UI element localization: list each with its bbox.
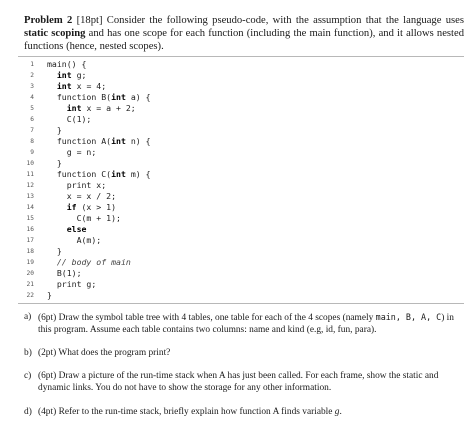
line-number: 12 [26,182,34,189]
code-text [47,202,116,213]
code-token: C(1); [66,114,92,124]
code-line [18,268,464,279]
code-line [18,180,464,191]
code-text [47,158,62,169]
code-text [47,290,52,301]
code-line [18,235,464,246]
code-text [47,246,62,257]
code-keyword: int [111,92,126,102]
code-token: } [56,125,62,135]
code-token: C(m + 1); [76,213,121,223]
code-text [47,125,62,136]
code-token: A(m); [76,235,102,245]
line-number: 1 [30,61,34,68]
code-text [47,147,96,158]
question-d-text [38,407,464,419]
problem-heading: Problem 2 [24,15,73,26]
code-token: } [56,158,62,168]
code-line [18,279,464,290]
code-keyword: int [111,136,126,146]
code-line [18,246,464,257]
code-token: print x; [66,180,107,190]
line-number: 8 [30,138,34,145]
line-number: 9 [30,149,34,156]
code-line [18,191,464,202]
code-line [18,92,464,103]
line-number: 14 [26,204,34,211]
code-comment: // body of main [56,257,131,267]
code-token: } [56,246,62,256]
code-token: function B( [56,92,112,102]
question-b-label: b) [24,348,32,358]
line-number: 6 [30,116,34,123]
code-line [18,136,464,147]
line-number: 10 [26,160,34,167]
code-text [47,213,121,224]
code-text [47,180,106,191]
line-number: 15 [26,215,34,222]
problem-text-1: Consider the following pseudo-code, with the assumption that the language uses [102,15,464,26]
code-keyword: else [66,224,87,234]
code-token: g; [71,70,87,80]
code-token: (x > 1) [76,202,117,212]
code-line [18,224,464,235]
code-keyword: int [56,81,72,91]
code-keyword: int [111,169,126,179]
code-token: m) { [125,169,151,179]
line-number: 5 [30,105,34,112]
code-token: n) { [125,136,151,146]
question-d-text-1: (4pt) Refer to the run-time stack, briefly explain how function A finds variable [38,407,335,417]
question-a-label: a) [24,312,32,322]
problem-statement [24,14,464,53]
code-line [18,59,464,70]
code-text [47,114,91,125]
line-number: 13 [26,193,34,200]
code-text [47,92,151,103]
question-d-text-2: . [339,407,342,417]
static-scoping-term: static scoping [24,28,86,39]
code-token: function A( [56,136,112,146]
problem-text-2: and has one scope for each function (including the main function), and it allows nested functions (hence, nested scopes). [24,28,464,52]
code-text [47,191,116,202]
code-token: } [47,290,52,300]
problem-points: [18pt] [76,15,103,26]
question-a-scopes: main, B, A, C [375,312,442,322]
code-text [47,81,106,92]
code-line [18,103,464,114]
line-number: 16 [26,226,34,233]
line-number: 4 [30,94,34,101]
code-line [18,147,464,158]
question-d-label: d) [24,407,32,417]
line-number: 20 [26,270,34,277]
question-c-text: (6pt) Draw a picture of the run-time stack when A has just been called. For each frame, show the static and dynamic links. You do not have to show the storage for any other information. [38,371,439,393]
code-line [18,257,464,268]
line-number: 18 [26,248,34,255]
code-token: main() { [47,59,87,69]
question-d-var: g [334,407,340,417]
line-number: 11 [26,171,34,178]
code-text [47,59,86,70]
code-text [47,70,86,81]
code-text [47,257,131,268]
question-a-text-2: ) in this program. Assume each table contains two columns: name and kind (e.g, id, fun, para). [38,313,454,335]
code-text [47,136,151,147]
code-line [18,70,464,81]
line-number: 21 [26,281,34,288]
code-text [47,103,136,114]
question-c-label: c) [24,371,32,381]
code-text [47,235,101,246]
code-line [18,290,464,301]
code-keyword: if [66,202,77,212]
code-text [47,279,96,290]
code-token: x = 4; [71,81,107,91]
line-number: 19 [26,259,34,266]
code-keyword: int [66,103,82,113]
question-a-text [38,312,464,336]
question-a-text-1: (6pt) Draw the symbol table tree with 4 tables, one table for each of the 4 scopes (namely [38,313,376,323]
code-listing [18,56,464,304]
code-line [18,158,464,169]
code-line [18,81,464,92]
line-number: 3 [30,83,34,90]
code-token: B(1); [56,268,82,278]
code-line [18,125,464,136]
line-number: 17 [26,237,34,244]
code-token: a) { [125,92,151,102]
code-token: print g; [56,279,97,289]
code-token: x = a + 2; [81,103,136,113]
line-number: 22 [26,292,34,299]
code-line [18,169,464,180]
line-number: 2 [30,72,34,79]
code-token: function C( [56,169,112,179]
code-keyword: int [56,70,72,80]
code-line [18,202,464,213]
code-text [47,268,82,279]
code-token: g = n; [66,147,97,157]
question-b-text: (2pt) What does the program print? [38,348,171,358]
code-text [47,224,86,235]
code-line [18,213,464,224]
code-text [47,169,151,180]
code-line [18,114,464,125]
line-number: 7 [30,127,34,134]
code-token: x = x / 2; [66,191,117,201]
